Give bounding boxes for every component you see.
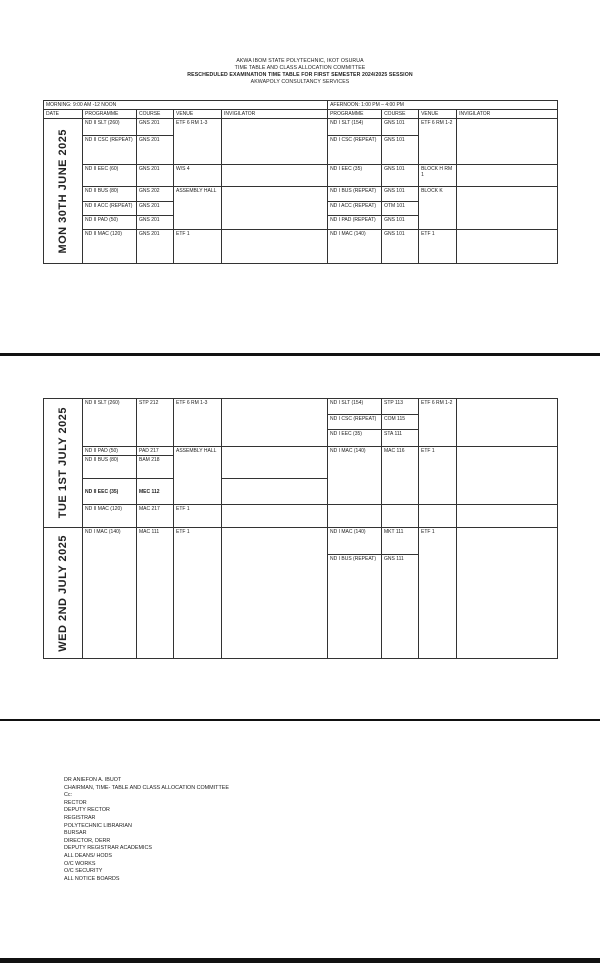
cc-item: POLYTECHNIC LIBRARIAN: [64, 822, 132, 829]
signatory-name: DR ANIEFON A. IBUOT: [64, 777, 122, 783]
day-cell: [44, 399, 83, 528]
table-cell: ND II EEC (35): [83, 479, 137, 505]
cc-label: Cc:: [64, 792, 73, 799]
table-cell: ND I BUS (REPEAT): [328, 187, 382, 202]
table-cell: BLOCK K: [419, 187, 457, 230]
cc-item: O/C WORKS: [64, 860, 96, 867]
timetable-mon: [43, 100, 558, 264]
table-cell: GNS 201: [137, 165, 174, 187]
table-cell: ND II PAD (50): [83, 216, 137, 230]
table-cell: ND I MAC (140): [328, 230, 382, 264]
table-cell: ASSEMBLY HALL: [174, 187, 222, 230]
table-cell: ND II EEC (60): [83, 165, 137, 187]
table-cell: ND I SLT (154): [328, 119, 382, 136]
invigilator-cell: [457, 528, 558, 659]
table-cell: ND II BUS (80): [83, 187, 137, 202]
table-cell: ETF 6 RM 1-3: [174, 119, 222, 165]
table-cell: ETF 1: [174, 505, 222, 528]
table-cell: ND I ACC (REPEAT): [328, 202, 382, 216]
day-label: TUE 1ST JULY 2025: [57, 407, 69, 519]
signatory-title: CHAIRMAN, TIME- TABLE AND CLASS ALLOCATION COMMITTEE: [64, 784, 229, 791]
table-cell: MEC 112: [137, 479, 174, 505]
empty-cell: [382, 505, 419, 528]
page-divider: [0, 719, 600, 721]
invigilator-cell: [222, 447, 328, 479]
table-cell: MKT 111: [382, 528, 419, 555]
invigilator-cell: [222, 505, 328, 528]
table-cell: GNS 201: [137, 216, 174, 230]
table-cell: MAC 111: [137, 528, 174, 659]
day-label: WED 2ND JULY 2025: [57, 534, 69, 652]
invigilator-cell: [457, 505, 558, 528]
col-course: COURSE: [137, 110, 174, 119]
col-programme: PROGRAMME: [83, 110, 137, 119]
table-cell: ND II SLT (260): [83, 119, 137, 136]
table-cell: GNS 101: [382, 187, 419, 202]
table-cell: GNS 101: [382, 216, 419, 230]
invigilator-cell: [222, 479, 328, 505]
day-cell: [44, 119, 83, 264]
table-cell: ND I EEC (35): [328, 430, 382, 447]
table-cell: ND II CSC (REPEAT): [83, 136, 137, 165]
cc-item: DIRECTOR, DERR: [64, 837, 111, 844]
col-invigilator-pm: INVIGILATOR: [457, 110, 558, 119]
table-cell: MAC 217: [137, 505, 174, 528]
cc-item: ALL NOTICE BOARDS: [64, 875, 120, 882]
invigilator-cell: [457, 399, 558, 447]
signature-block: [64, 777, 229, 883]
page-divider: [0, 353, 600, 356]
timetable-tue-wed: [43, 398, 558, 659]
cc-item: DEPUTY RECTOR: [64, 807, 110, 814]
table-cell: GNS 201: [137, 119, 174, 136]
table-cell: PAD 217: [137, 447, 174, 456]
table-cell: GNS 201: [137, 230, 174, 264]
empty-cell: [328, 505, 382, 528]
invigilator-cell: [457, 447, 558, 505]
table-cell: BLOCK H RM 1: [419, 165, 457, 187]
cc-item: ALL DEANS/ HODS: [64, 852, 113, 859]
table-cell: ND I CSC (REPEAT): [328, 415, 382, 430]
table-cell: ND I EEC (35): [328, 165, 382, 187]
table-cell: ND I MAC (140): [83, 528, 137, 659]
day-cell: [44, 528, 83, 659]
invigilator-cell: [457, 187, 558, 230]
empty-cell: [419, 505, 457, 528]
morning-session: MORNING: 9:00 AM -12 NOON: [44, 101, 328, 110]
table-cell: STA 111: [382, 430, 419, 447]
invigilator-cell: [222, 528, 328, 659]
table-cell: W/S 4: [174, 165, 222, 187]
table-cell: ETF 1: [174, 528, 222, 659]
table-cell: ND I BUS (REPEAT): [328, 555, 382, 659]
table-cell: ETF 6 RM 1-3: [174, 399, 222, 447]
table-cell: STP 113: [382, 399, 419, 415]
cc-item: REGISTRAR: [64, 814, 96, 821]
table-cell: ND I PAD (REPEAT): [328, 216, 382, 230]
table-cell: GNS 111: [382, 555, 419, 659]
invigilator-cell: [222, 399, 328, 447]
table-cell: GNS 202: [137, 187, 174, 202]
services-name: AKWAPOLY CONSULTANCY SERVICES: [250, 79, 350, 85]
cc-item: RECTOR: [64, 799, 87, 806]
table-cell: ETF 1: [174, 230, 222, 264]
col-venue: VENUE: [174, 110, 222, 119]
committee-name: TIME TABLE AND CLASS ALLOCATION COMMITTEE: [234, 65, 366, 71]
day-label: MON 30TH JUNE 2025: [57, 128, 69, 254]
table-cell: ND II PAD (50): [83, 447, 137, 456]
table-cell: MAC 116: [382, 447, 419, 505]
col-venue-pm: VENUE: [419, 110, 457, 119]
timetable-title: RESCHEDULED EXAMINATION TIME TABLE FOR FIRST SEMESTER 2024/2025 SESSION: [187, 72, 413, 78]
invigilator-cell: [222, 187, 328, 230]
invigilator-cell: [457, 230, 558, 264]
table-cell: ND II ACC (REPEAT): [83, 202, 137, 216]
table-cell: BAM 218: [137, 456, 174, 479]
table-cell: ND II BUS (80): [83, 456, 137, 479]
col-date: DATE: [44, 110, 83, 119]
table-cell: GNS 101: [382, 119, 419, 136]
col-invigilator: INVIGILATOR: [222, 110, 328, 119]
col-course-pm: COURSE: [382, 110, 419, 119]
table-cell: STP 212: [137, 399, 174, 447]
table-cell: ND I CSC (REPEAT): [328, 136, 382, 165]
invigilator-cell: [457, 165, 558, 187]
invigilator-cell: [457, 119, 558, 165]
table-cell: ND I SLT (154): [328, 399, 382, 415]
table-cell: ND II MAC (120): [83, 230, 137, 264]
table-cell: ASSEMBLY HALL: [174, 447, 222, 505]
table-cell: ND II MAC (120): [83, 505, 137, 528]
table-cell: ETF 6 RM 1-2: [419, 399, 457, 447]
page-bottom-border: [0, 958, 600, 963]
cc-item: O/C SECURITY: [64, 868, 103, 875]
table-cell: ETF 6 RM 1-2: [419, 119, 457, 165]
table-cell: ND II SLT (260): [83, 399, 137, 447]
table-cell: ETF 1: [419, 528, 457, 659]
invigilator-cell: [222, 230, 328, 264]
table-cell: COM 115: [382, 415, 419, 430]
table-cell: GNS 201: [137, 136, 174, 165]
table-cell: GNS 101: [382, 136, 419, 165]
table-cell: GNS 201: [137, 202, 174, 216]
table-cell: OTM 101: [382, 202, 419, 216]
table-cell: GNS 101: [382, 230, 419, 264]
table-cell: ND I MAC (140): [328, 447, 382, 505]
cc-item: BURSAR: [64, 830, 87, 837]
invigilator-cell: [222, 165, 328, 187]
table-cell: ETF 1: [419, 230, 457, 264]
invigilator-cell: [222, 119, 328, 165]
table-cell: ND I MAC (140): [328, 528, 382, 555]
document-header: [0, 58, 600, 86]
table-cell: ETF 1: [419, 447, 457, 505]
cc-item: DEPUTY REGISTRAR ACADEMICS: [64, 845, 152, 852]
institution-name: AKWA IBOM STATE POLYTECHNIC, IKOT OSURUA: [236, 58, 364, 64]
col-programme-pm: PROGRAMME: [328, 110, 382, 119]
table-cell: GNS 101: [382, 165, 419, 187]
afternoon-session: AFERNOON: 1:00 PM – 4:00 PM: [328, 101, 558, 110]
